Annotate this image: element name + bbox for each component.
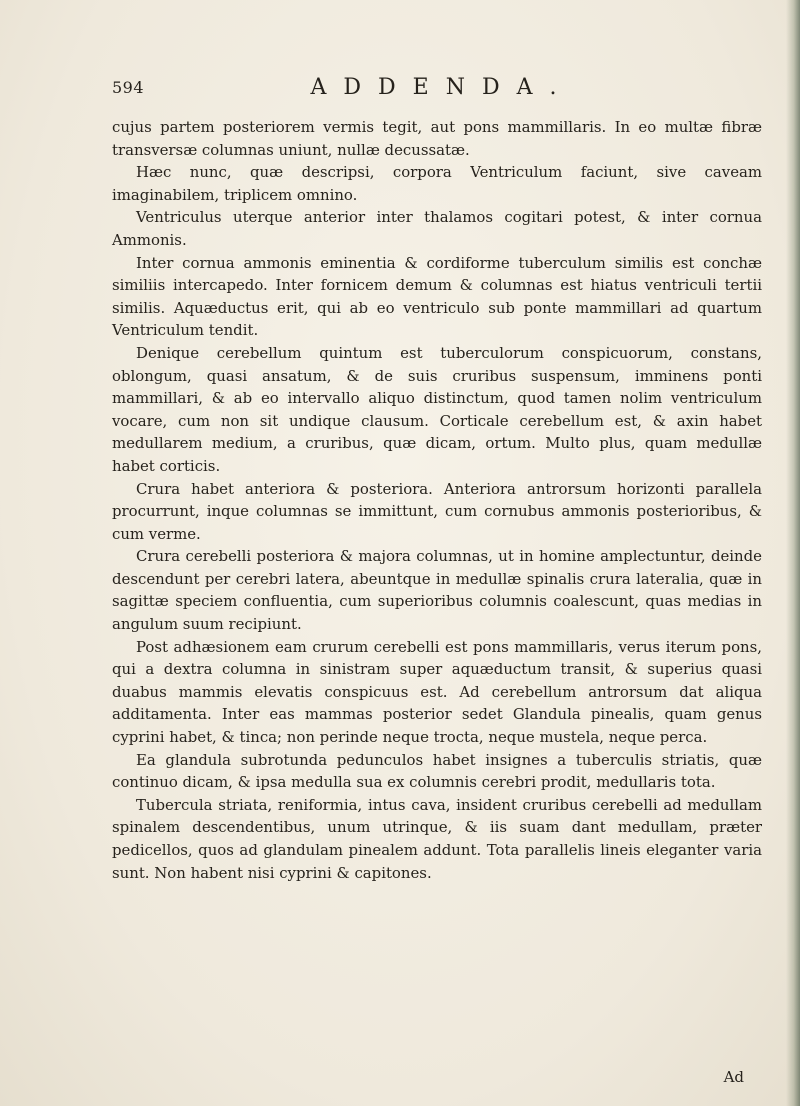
paragraph-9: Ea glandula subrotunda pedunculos habet insignes a tuberculis striatis, quæ continuo dicam, & ipsa medulla sua ex columnis cerebri prodit, medullaris tota. <box>112 750 762 792</box>
page-edge-shadow <box>786 0 800 1106</box>
page-number: 594 <box>112 78 145 97</box>
catchword: Ad <box>723 1068 744 1086</box>
paragraph-5: Denique cerebellum quintum est tuberculorum conspicuorum, constans, oblongum, quasi ansatum, & de suis cruribus suspensum, imminens ponti mammillari, & ab eo intervallo aliquo distinctum, quod tamen nolim ventriculum vocare, cum non sit undique clausum. Corticale cerebellum est, & axin habet medullarem medium, a cruribus, quæ dicam, ortum. Multo plus, quam medullæ habet corticis. <box>112 343 762 475</box>
paragraph-4: Inter cornua ammonis eminentia & cordiforme tuberculum similis est conchæ similiis intercapedo. Inter fornicem demum & columnas est hiatus ventriculi tertii similis. Aquæductus erit, qui ab eo ventriculo sub ponte mammillari ad quartum Ventriculum tendit. <box>112 253 762 340</box>
paragraph-10: Tubercula striata, reniformia, intus cava, insident cruribus cerebelli ad medullam spinalem descendentibus, unum utrinque, & iis suam dant medullam, præter pedicellos, quos ad glandulam pinealem addunt. Tota parallelis lineis eleganter varia sunt. Non habent nisi cyprini & capitones. <box>112 795 762 882</box>
body-text <box>112 116 762 884</box>
paragraph-8: Post adhæsionem eam crurum cerebelli est pons mammillaris, verus iterum pons, qui a dextra columna in sinistram super aquæductum transit, & superius quasi duabus mammis elevatis conspicuus est. Ad cerebellum antrorsum dat aliqua additamenta. Inter eas mammas posterior sedet Glandula pinealis, quam genus cyprini habet, & tinca; non perinde neque trocta, neque mustela, neque perca. <box>112 637 762 747</box>
paragraph-2: Hæc nunc, quæ descripsi, corpora Ventriculum faciunt, sive caveam imaginabilem, triplicem omnino. <box>112 163 762 204</box>
page-header <box>112 75 752 108</box>
paragraph-1: cujus partem posteriorem vermis tegit, aut pons mammillaris. In eo multæ fibræ transversæ columnas uniunt, nullæ decussatæ. <box>112 118 762 159</box>
paragraph-7: Crura cerebelli posteriora & majora columnas, ut in homine amplectuntur, deinde descendunt per cerebri latera, abeuntque in medullæ spinalis crura lateralia, quæ in sagittæ speciem confluentia, cum superioribus columnis coalescunt, quas medias in angulum suum recipiunt. <box>112 547 762 634</box>
paragraph-3: Ventriculus uterque anterior inter thalamos cogitari potest, & inter cornua Ammonis. <box>112 208 762 249</box>
running-head: ADDENDA. <box>310 75 574 100</box>
paragraph-6: Crura habet anteriora & posteriora. Anteriora antrorsum horizonti parallela procurrunt, inque columnas se immittunt, cum cornubus ammonis posterioribus, & cum verme. <box>112 479 762 543</box>
